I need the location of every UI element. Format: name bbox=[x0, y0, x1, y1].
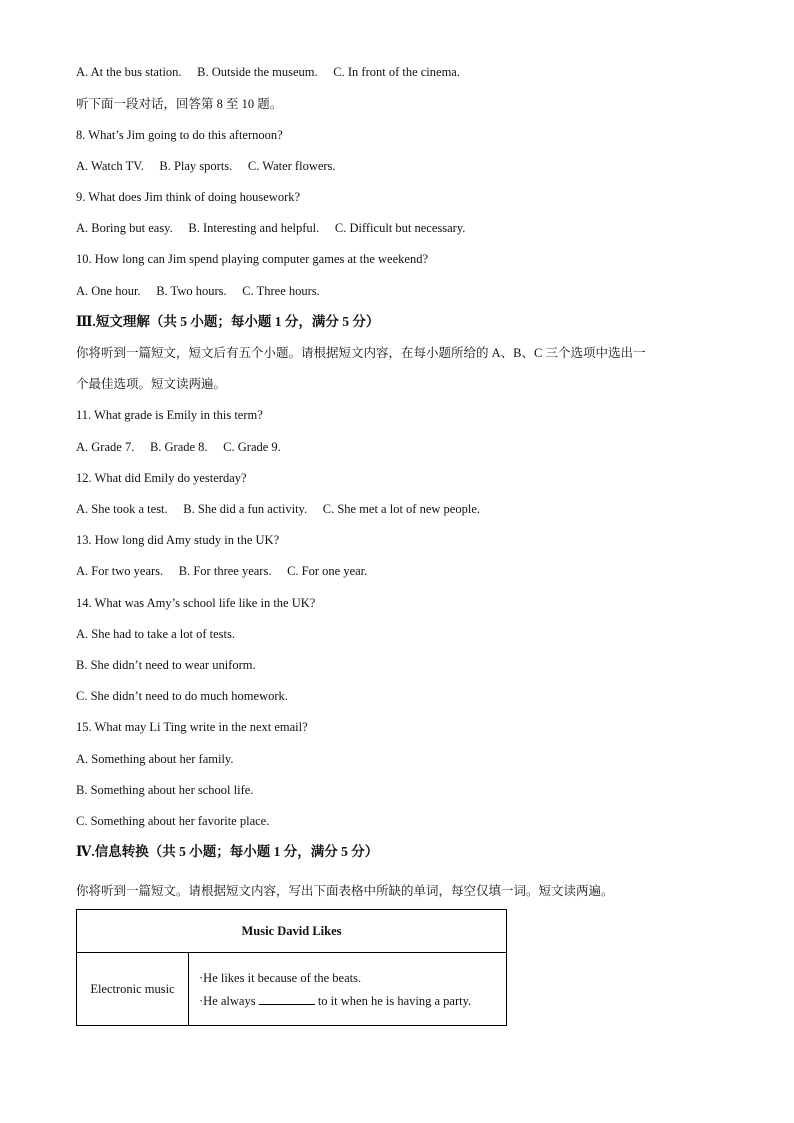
answer-blank[interactable] bbox=[259, 993, 315, 1005]
question-14: 14. What was Amy’s school life like in the UK? bbox=[76, 596, 316, 610]
detail-line-2 bbox=[199, 993, 506, 1009]
section-4-instruction: 你将听到一篇短文。请根据短文内容，写出下面表格中所缺的单词，每空仅填一词。短文读两遍。 bbox=[76, 884, 614, 898]
question-12: 12. What did Emily do yesterday? bbox=[76, 471, 247, 485]
detail-line-1: ·He likes it because of the beats. bbox=[199, 970, 362, 985]
question-9-options: A. Boring but easy. B. Interesting and helpful. C. Difficult but necessary. bbox=[76, 221, 466, 235]
section-3-heading: Ⅲ.短文理解（共 5 小题；每小题 1 分，满分 5 分） bbox=[76, 314, 380, 329]
question-15: 15. What may Li Ting write in the next email? bbox=[76, 720, 308, 734]
detail-line-2-end: to it when he is having a party. bbox=[314, 993, 472, 1008]
q7-options: A. At the bus station. B. Outside the museum. C. In front of the cinema. bbox=[76, 65, 460, 79]
question-13-options: A. For two years. B. For three years. C. For one year. bbox=[76, 564, 368, 578]
question-11-options: A. Grade 7. B. Grade 8. C. Grade 9. bbox=[76, 440, 281, 454]
table-details-cell bbox=[189, 953, 507, 1026]
detail-line-2-start: ·He always bbox=[199, 993, 259, 1008]
question-13: 13. How long did Amy study in the UK? bbox=[76, 533, 280, 547]
question-8: 8. What’s Jim going to do this afternoon? bbox=[76, 128, 283, 142]
question-12-options: A. She took a test. B. She did a fun activity. C. She met a lot of new people. bbox=[76, 502, 480, 516]
table-title: Music David Likes bbox=[77, 910, 507, 953]
question-15-option-a: A. Something about her family. bbox=[76, 752, 234, 766]
question-11: 11. What grade is Emily in this term? bbox=[76, 408, 263, 422]
section-4-heading: Ⅳ.信息转换（共 5 小题；每小题 1 分，满分 5 分） bbox=[76, 844, 379, 859]
question-14-option-c: C. She didn’t need to do much homework. bbox=[76, 689, 288, 703]
table-genre-cell: Electronic music bbox=[77, 953, 189, 1026]
question-15-option-b: B. Something about her school life. bbox=[76, 783, 254, 797]
question-10: 10. How long can Jim spend playing computer games at the weekend? bbox=[76, 252, 428, 266]
music-table bbox=[76, 909, 507, 1026]
question-14-option-a: A. She had to take a lot of tests. bbox=[76, 627, 235, 641]
question-9: 9. What does Jim think of doing housework? bbox=[76, 190, 301, 204]
dialog-instruction: 听下面一段对话，回答第 8 至 10 题。 bbox=[76, 97, 283, 111]
question-10-options: A. One hour. B. Two hours. C. Three hours. bbox=[76, 284, 320, 298]
question-14-option-b: B. She didn’t need to wear uniform. bbox=[76, 658, 256, 672]
question-8-options: A. Watch TV. B. Play sports. C. Water flowers. bbox=[76, 159, 336, 173]
question-15-option-c: C. Something about her favorite place. bbox=[76, 814, 270, 828]
section-3-instruction-line2: 个最佳选项。短文读两遍。 bbox=[76, 377, 227, 391]
section-3-instruction-line1: 你将听到一篇短文，短文后有五个小题。请根据短文内容，在每小题所给的 A、B、C 三个选项中选出一 bbox=[76, 346, 646, 360]
